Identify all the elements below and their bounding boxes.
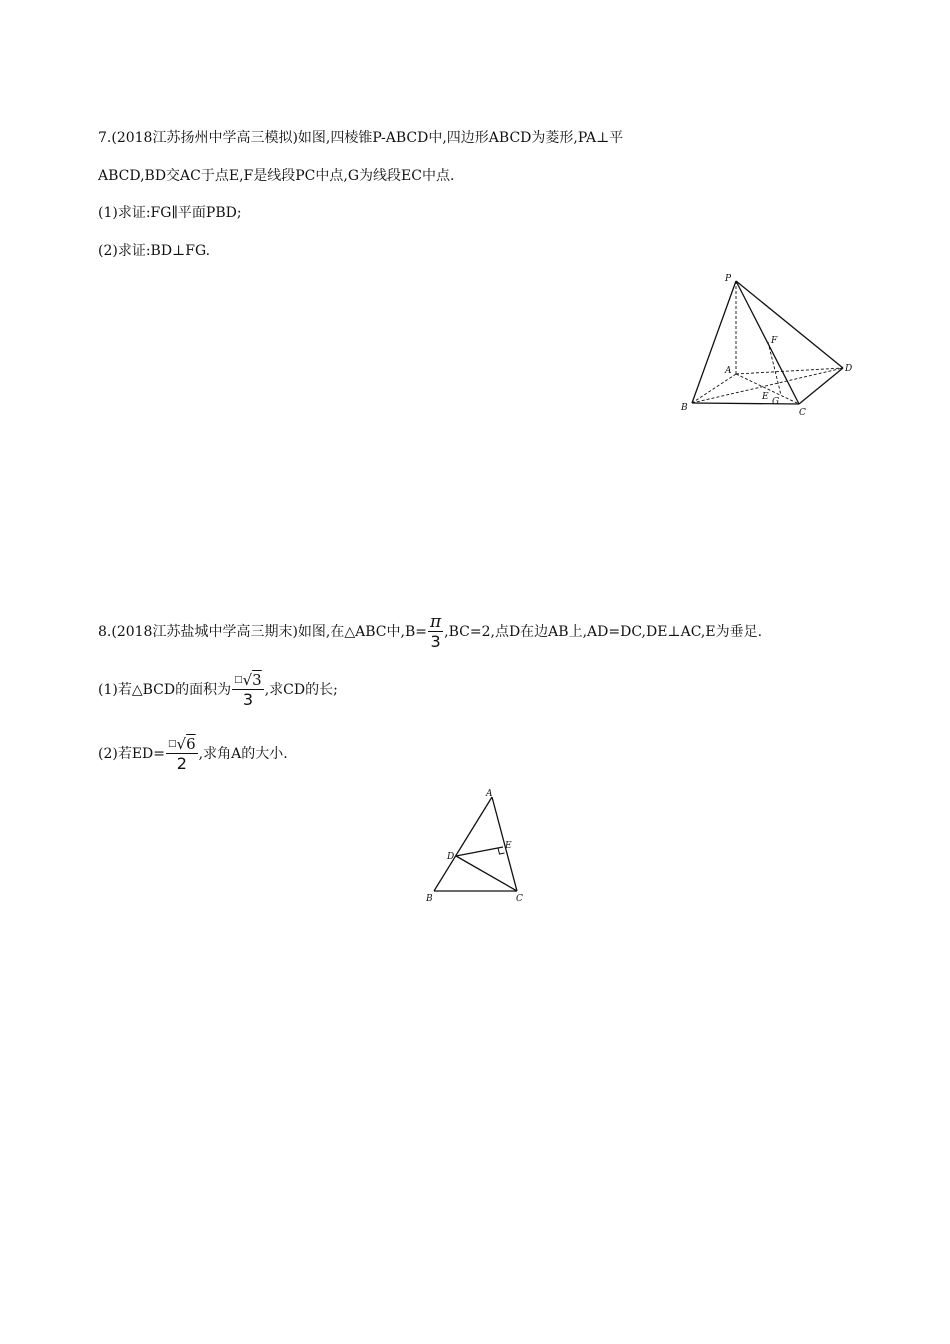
label-F: F (771, 336, 778, 346)
label-B: B (681, 403, 688, 413)
fraction-denominator: 2 (176, 753, 187, 773)
problem7-part1: (1)求证:FG∥平面PBD; (98, 205, 242, 221)
fraction-root3-over-3 (232, 671, 264, 710)
label-C: C (516, 894, 523, 904)
label-G: G (772, 397, 780, 407)
problem8-part2 (98, 733, 288, 775)
triangle-figure (420, 785, 535, 905)
fraction-root6-over-2 (166, 735, 198, 774)
label-A: A (486, 789, 493, 799)
edge-AD (736, 368, 843, 374)
problem8-stem (98, 612, 762, 652)
problem8-stem-a: 8.(2018江苏盐城中学高三期末)如图,在△ABC中,B= (98, 624, 427, 640)
problem8-part1 (98, 669, 338, 711)
label-E: E (505, 841, 512, 851)
label-D: D (447, 852, 455, 862)
pyramid-figure (675, 270, 860, 420)
segment-DE (456, 847, 503, 856)
label-D: D (845, 364, 853, 374)
fraction-denominator: 3 (430, 631, 441, 651)
label-B: B (426, 894, 433, 904)
label-C: C (799, 408, 806, 418)
fraction-pi-over-3 (428, 613, 443, 652)
problem8-part2-a: (2)若ED= (98, 746, 166, 762)
fraction-numerator: π (429, 611, 442, 632)
problem8-part2-b: ,求角A的大小. (198, 746, 288, 762)
side-AB (434, 797, 492, 891)
segment-FG (768, 342, 781, 395)
label-P: P (725, 274, 732, 284)
edge-PD (736, 281, 843, 368)
problem7-line1: 7.(2018江苏扬州中学高三模拟)如图,四棱锥P-ABCD中,四边形ABCD为菱形,PA⊥平 (98, 130, 624, 146)
problem7-part2: (2)求证:BD⊥FG. (98, 243, 211, 259)
right-angle-mark (498, 848, 505, 854)
edge-AB (692, 374, 736, 403)
edge-PB (692, 281, 736, 403)
fraction-numerator: □√3 (234, 670, 262, 689)
segment-DC (456, 856, 517, 891)
fraction-numerator: □√6 (168, 734, 196, 753)
problem8-part1-a: (1)若△BCD的面积为 (98, 682, 232, 698)
problem8-stem-b: ,BC=2,点D在边AB上,AD=DC,DE⊥AC,E为垂足. (444, 624, 763, 640)
fraction-denominator: 3 (242, 689, 253, 709)
problem7-line2: ABCD,BD交AC于点E,F是线段PC中点,G为线段EC中点. (98, 168, 455, 184)
label-E: E (762, 392, 769, 402)
label-A: A (725, 366, 732, 376)
edge-BC (692, 403, 799, 404)
problem8-part1-b: ,求CD的长; (264, 682, 338, 698)
